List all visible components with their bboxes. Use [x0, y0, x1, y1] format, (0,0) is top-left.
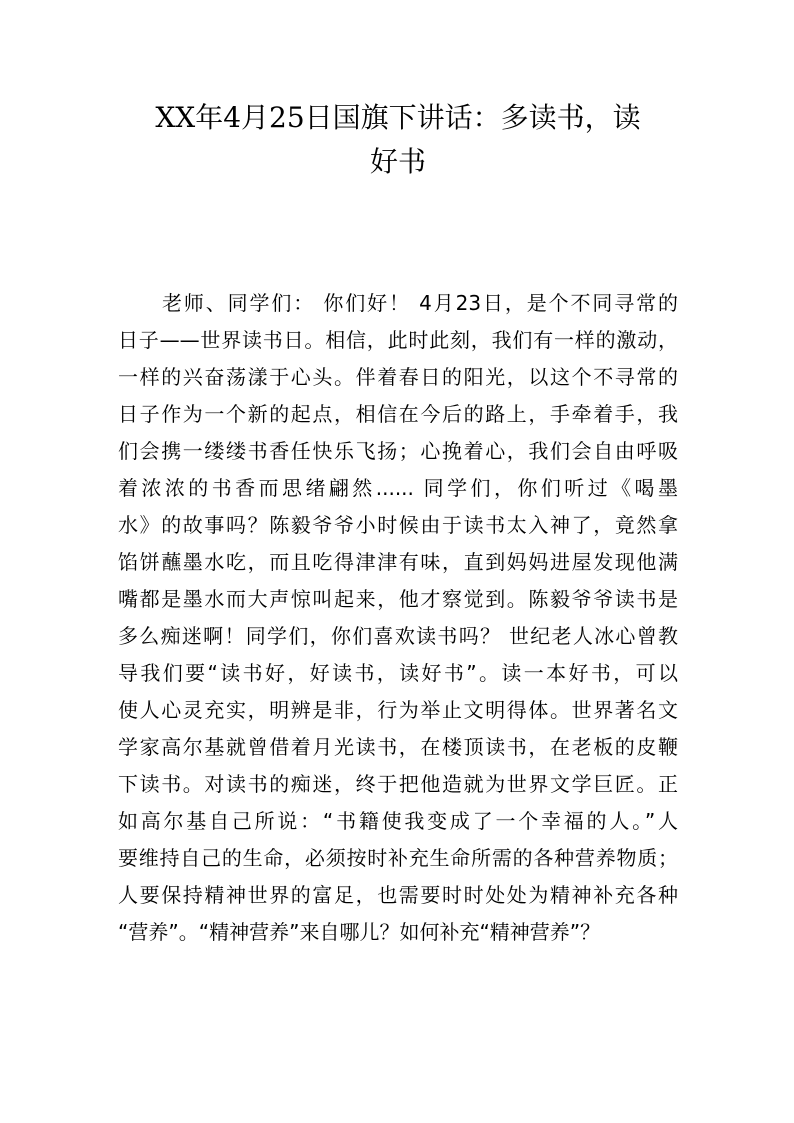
body-line-8: 馅饼蘸墨水吃，而且吃得津津有味，直到妈妈进屋发现他满 [118, 550, 678, 574]
body-line-3: 一样的兴奋荡漾于心头。伴着春日的阳光，以这个不寻常的 [118, 365, 678, 389]
document-body [118, 285, 678, 951]
body-line-2: 日子——世界读书日。相信，此时此刻，我们有一样的激动， [118, 328, 678, 352]
body-line-1: 老师、同学们： 你们好！ 4月23日，是个不同寻常的 [162, 291, 678, 315]
body-line-13: 学家高尔基就曾借着月光读书，在楼顶读书，在老板的皮鞭 [118, 735, 678, 759]
body-line-11: 导我们要“读书好，好读书，读好书”。读一本好书，可以 [118, 661, 678, 685]
body-line-14: 下读书。对读书的痴迷，终于把他造就为世界文学巨匠。正 [118, 772, 678, 796]
body-line-18: “营养”。“精神营养”来自哪儿？如何补充“精神营养”？ [118, 920, 601, 944]
document-title [118, 96, 678, 184]
body-line-10: 多么痴迷啊！同学们，你们喜欢读书吗？ 世纪老人冰心曾教 [118, 624, 678, 648]
body-line-16: 要维持自己的生命，必须按时补充生命所需的各种营养物质； [118, 846, 678, 870]
body-line-15: 如高尔基自己所说：“书籍使我变成了一个幸福的人。”人 [118, 809, 678, 833]
body-line-4: 日子作为一个新的起点，相信在今后的路上，手牵着手，我 [118, 402, 678, 426]
body-line-6: 着浓浓的书香而思绪翩然...... 同学们，你们听过《喝墨 [118, 476, 678, 500]
body-line-12: 使人心灵充实，明辨是非，行为举止文明得体。世界著名文 [118, 698, 678, 722]
body-line-7: 水》的故事吗？陈毅爷爷小时候由于读书太入神了，竟然拿 [118, 513, 678, 537]
title-line-2: 好书 [369, 145, 426, 178]
title-line-1: XX年4月25日国旗下讲话：多读书，读 [155, 101, 641, 134]
body-line-17: 人要保持精神世界的富足，也需要时时处处为精神补充各种 [118, 883, 678, 907]
body-line-9: 嘴都是墨水而大声惊叫起来，他才察觉到。陈毅爷爷读书是 [118, 587, 678, 611]
body-line-5: 们会携一缕缕书香任快乐飞扬；心挽着心，我们会自由呼吸 [118, 439, 678, 463]
